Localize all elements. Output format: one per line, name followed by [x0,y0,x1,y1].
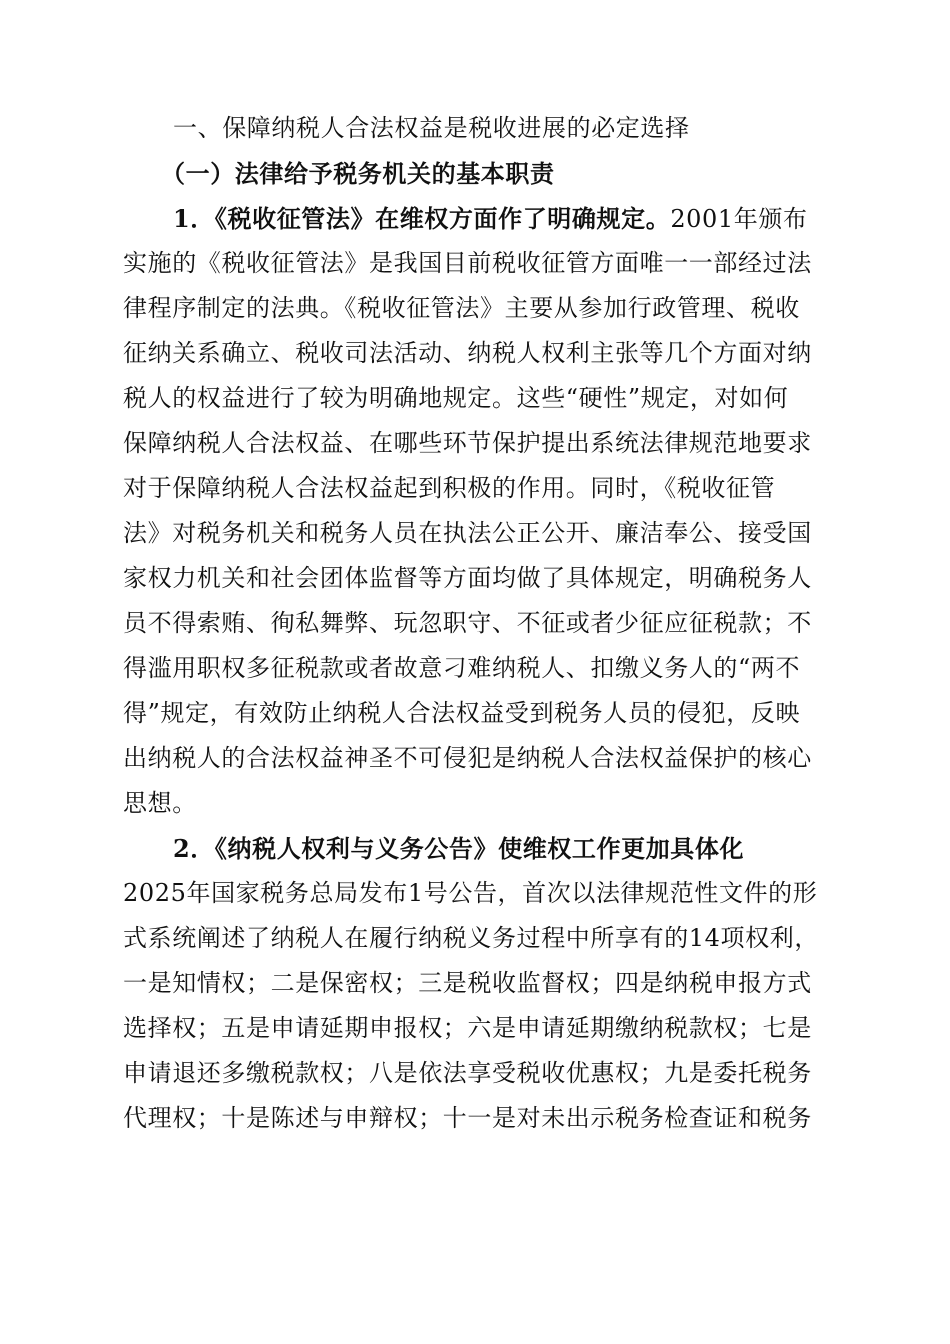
paragraph-line: 思想。 [123,789,197,817]
paragraph-line: 一是知情权；二是保密权；三是税收监督权；四是纳税申报方式 [123,969,812,997]
paragraph-line: 出纳税人的合法权益神圣不可侵犯是纳税人合法权益保护的核心 [123,744,812,772]
paragraph-1 [123,196,847,826]
paragraph-line: 法》对税务机关和税务人员在执法公正公开、廉洁奉公、接受国 [123,519,812,547]
paragraph-2-lead: 2．《纳税人权利与义务公告》使维权工作更加具体化 [173,834,745,863]
paragraph-line: 选择权；五是申请延期申报权；六是申请延期缴纳税款权；七是 [123,1014,812,1042]
paragraph-1-lead: 1．《税收征管法》在维权方面作了明确规定。 [173,204,671,233]
paragraph-line: 代理权；十是陈述与申辩权；十一是对未出示税务检查证和税务 [123,1104,812,1132]
paragraph-line: 对于保障纳税人合法权益起到积极的作用。同时，《税收征管 [123,474,776,502]
paragraph-line: 申请退还多缴税款权；八是依法享受税收优惠权；九是委托税务 [123,1059,812,1087]
subsection-heading: （一）法律给予税务机关的基本职责 [161,159,555,188]
paragraph-line: 得滥用职权多征税款或者故意刁难纳税人、扣缴义务人的“两不 [123,654,801,682]
paragraph-1-first-line [123,196,847,241]
paragraph-line: 得”规定，有效防止纳税人合法权益受到税务人员的侵犯，反映 [123,699,801,727]
paragraph-2 [123,826,847,1141]
paragraph-line: 征纳关系确立、税收司法活动、纳税人权利主张等几个方面对纳 [123,339,812,367]
paragraph-line: 税人的权益进行了较为明确地规定。这些“硬性”规定，对如何 [123,384,789,412]
paragraph-line: 律程序制定的法典。《税收征管法》主要从参加行政管理、税收 [123,294,800,322]
paragraph-line: 员不得索贿、徇私舞弊、玩忽职守、不征或者少征应征税款；不 [123,609,812,637]
paragraph-1-lead-rest: 2001年颁布 [670,205,808,233]
document-body [123,106,847,1141]
paragraph-line: 家权力机关和社会团体监督等方面均做了具体规定，明确税务人 [123,564,812,592]
paragraph-line: 保障纳税人合法权益、在哪些环节保护提出系统法律规范地要求 [123,429,812,457]
paragraph-line: 2025年国家税务总局发布1号公告，首次以法律规范性文件的形 [123,879,818,907]
paragraph-line: 实施的《税收征管法》是我国目前税收征管方面唯一一部经过法 [123,249,812,277]
paragraph-line: 式系统阐述了纳税人在履行纳税义务过程中所享有的14项权利， [123,924,819,952]
section-heading: 一、保障纳税人合法权益是税收进展的必定选择 [173,114,690,142]
